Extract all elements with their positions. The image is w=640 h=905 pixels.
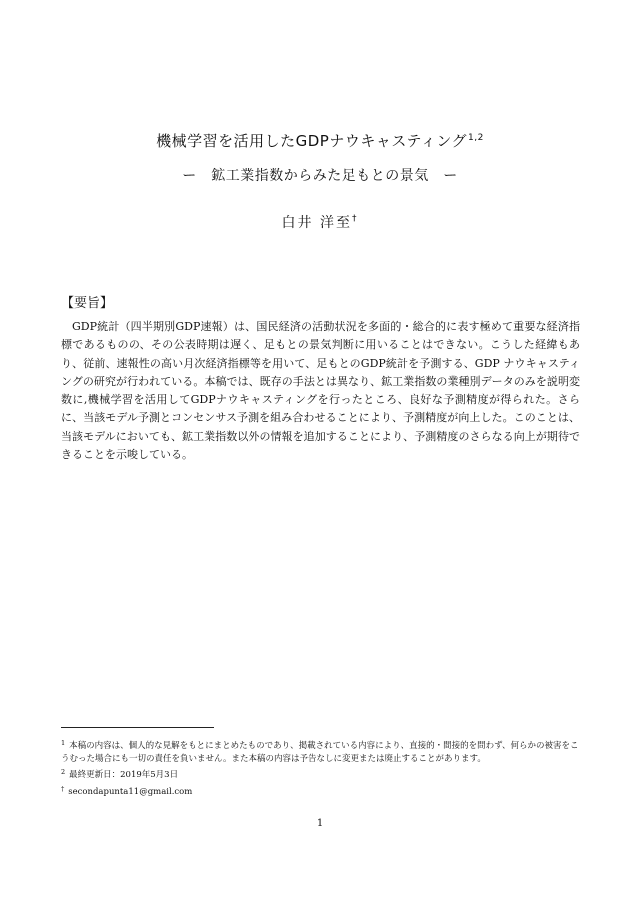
author-line <box>0 212 640 232</box>
abstract-body: GDP統計（四半期別GDP速報）は、国民経済の活動状況を多面的・総合的に表す極めて重要な経済指標であるものの、その公表時期は遅く、足もとの景気判断に用いることはできない。こうした経緯もあり、従前、速報性の高い月次経済指標等を用いて、足もとのGDP統計を予測する、GDP ナウキャスティングの研究が行われている。本稿では、既存の手法とは異なり、鉱工業指数の業種別データのみを説明変数に,機械学習を活用してGDPナウキャスティングを行ったところ、良好な予測精度が得られた。さらに、当該モデル予測とコンセンサス予測を組み合わせることにより、予測精度が向上した。このことは、当該モデルにおいても、鉱工業指数以外の情報を追加することにより、予測精度のさらなる向上が期待できることを示唆している。 <box>61 320 580 462</box>
footnote-2 <box>61 766 580 782</box>
footnote-mark: 1 <box>61 739 66 747</box>
paper-title <box>0 130 640 151</box>
title-footnote-marks: 1,2 <box>468 133 484 143</box>
page-number: 1 <box>316 818 324 829</box>
abstract-heading: 【要旨】 <box>61 296 114 311</box>
paper-subtitle: ー 鉱工業指数からみた足もとの景気 ー <box>182 168 458 184</box>
author-name: 白井 洋至 <box>281 215 352 231</box>
title-text: 機械学習を活用したGDPナウキャスティング <box>156 132 468 150</box>
footnote-dagger <box>61 783 580 799</box>
footnote-1 <box>61 737 580 766</box>
footnote-text: 本稿の内容は、個人的な見解をもとにまとめたものであり、掲載されている内容により、直接的・間接的を問わず、何らかの被害をこうむった場合にも一切の責任を負いません。また本稿の内容は予告なしに変更または廃止することがあります。 <box>61 741 579 765</box>
footnotes <box>61 737 580 799</box>
footnote-text: 最終更新日：2019年5月3日 <box>69 770 179 781</box>
footnote-divider <box>61 727 214 728</box>
author-footnote-mark: † <box>351 214 359 224</box>
footnote-mark: 2 <box>61 768 66 777</box>
author-email: secondapunta11@gmail.com <box>68 786 193 797</box>
footnote-mark: † <box>61 784 65 793</box>
